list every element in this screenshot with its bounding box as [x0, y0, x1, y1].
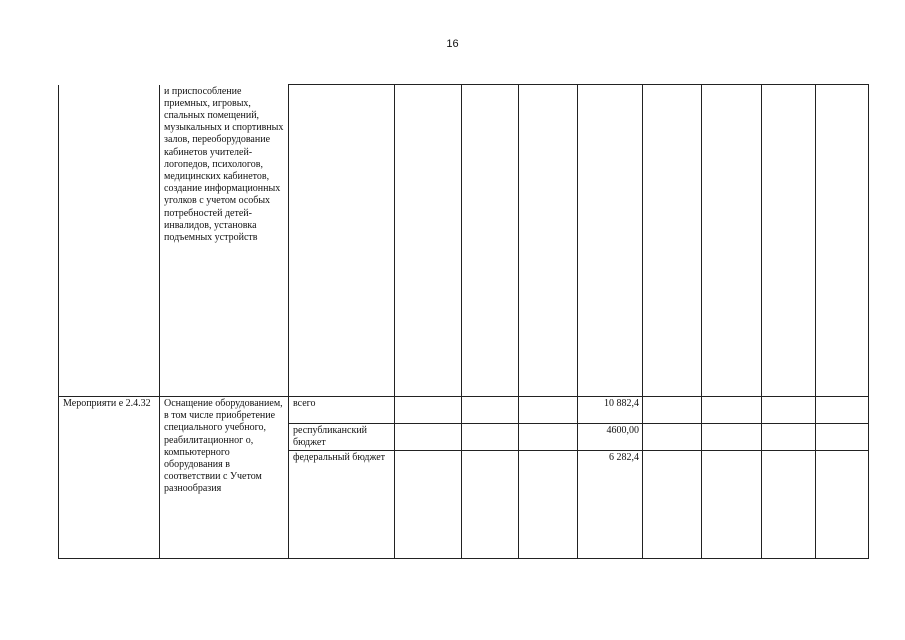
table-cell: [462, 451, 519, 559]
measure-description-cell: и приспособление приемных, игровых, спальных помещений, музыкальных и спортивных залов, переоборудование кабинетов учителей-логопедов, психологов, медицинских кабинетов, создание информационных уголков с учетом особых потребностей детей-инвалидов, установка подъемных устройств: [160, 85, 289, 397]
table-cell: [702, 424, 762, 451]
table-cell: [519, 451, 578, 559]
table-cell: [395, 397, 462, 424]
budget-table: [58, 84, 869, 559]
table-cell: [578, 85, 643, 397]
table-cell: [395, 451, 462, 559]
table-cell: [816, 424, 869, 451]
table-cell: [519, 424, 578, 451]
table-cell: [702, 85, 762, 397]
table-cell: [519, 397, 578, 424]
measure-description-cell: Оснащение оборудованием, в том числе приобретение специального учебного, реабилитационног о, компьютерного оборудования в соответствии с Учетом разнообразия: [160, 397, 289, 559]
measure-id-cell: [59, 85, 160, 397]
table-cell: [519, 85, 578, 397]
table-cell: [395, 85, 462, 397]
table-cell: [462, 424, 519, 451]
table-cell: [702, 451, 762, 559]
table-cell: [762, 85, 816, 397]
table-cell: [702, 397, 762, 424]
table-cell: [816, 451, 869, 559]
table-row: [59, 85, 869, 397]
funding-source-cell: всего: [289, 397, 395, 424]
table-cell: [762, 397, 816, 424]
table-cell: [462, 397, 519, 424]
table-cell: [762, 424, 816, 451]
measure-id-cell: Мероприяти е 2.4.32: [59, 397, 160, 559]
table-cell: [643, 424, 702, 451]
table-cell: [395, 424, 462, 451]
table-cell: [643, 397, 702, 424]
amount-cell: 10 882,4: [578, 397, 643, 424]
amount-cell: 4600,00: [578, 424, 643, 451]
table-cell: [643, 451, 702, 559]
funding-source-cell: [289, 85, 395, 397]
amount-cell: 6 282,4: [578, 451, 643, 559]
table-cell: [816, 85, 869, 397]
table-cell: [643, 85, 702, 397]
funding-source-cell: республиканский бюджет: [289, 424, 395, 451]
table-cell: [462, 85, 519, 397]
table-cell: [816, 397, 869, 424]
funding-source-cell: федеральный бюджет: [289, 451, 395, 559]
table-cell: [762, 451, 816, 559]
table-row: [59, 397, 869, 424]
page-number: 16: [446, 38, 459, 50]
